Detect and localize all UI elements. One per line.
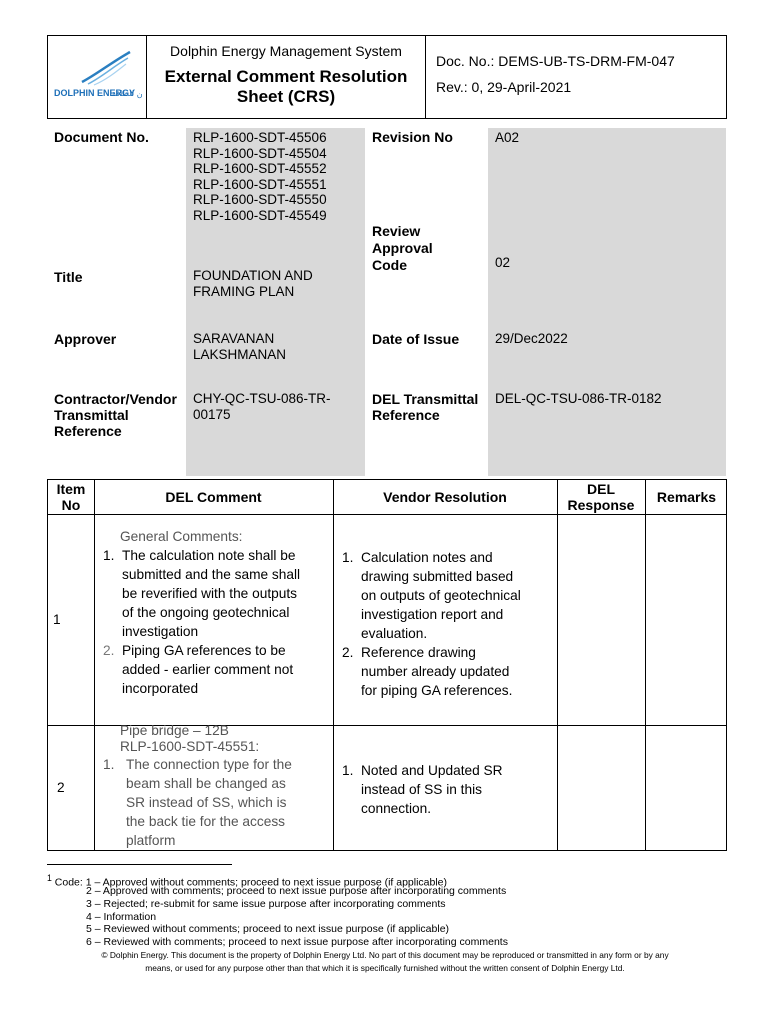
title-value: FOUNDATION AND FRAMING PLAN xyxy=(193,268,313,299)
approver-label: Approver xyxy=(54,331,117,347)
list-item: 1. The connection type for the beam shall be changed as SR instead of SS, which is the back tie for the access platform xyxy=(103,757,292,848)
row1-vendor-resolution xyxy=(339,548,555,700)
list-item: 2. Reference drawing number already updated for piping GA references. xyxy=(342,645,513,698)
comment-resolution-table xyxy=(47,479,727,851)
row2-vendor-resolution xyxy=(339,761,555,818)
document-no-label: Document No. xyxy=(54,129,149,145)
title-label: Title xyxy=(54,269,83,285)
header-item-no: Item No xyxy=(56,481,86,513)
list-item: 2. Piping GA references to be added - earlier comment not incorporated xyxy=(103,643,294,696)
row2-del-comment: Pipe bridge – 12B RLP-1600-SDT-45551: 1. The connection type for the beam shall be changed as SR instead of SS, which is the back tie for the access platform xyxy=(100,723,332,850)
doc-number: Doc. No.: DEMS-UB-TS-DRM-FM-047 xyxy=(436,53,675,69)
footnote-separator xyxy=(47,864,232,865)
management-system-name: Dolphin Energy Management System xyxy=(170,43,402,59)
contractor-transmittal-value: CHY-QC-TSU-086-TR- 00175 xyxy=(193,391,331,422)
header-divider xyxy=(146,36,147,118)
copyright-notice: © Dolphin Energy. This document is the property of Dolphin Energy Ltd. No part of this document may be reproduced or transmitted in any form or by any means, or used for any purpose other than that which it is specifically furnished without the written consent of Dolphin Energy Ltd. xyxy=(101,950,669,973)
list-item: 1. Calculation notes and drawing submitted based on outputs of geotechnical investigation report and evaluation. xyxy=(342,550,521,641)
header-del-comment: DEL Comment xyxy=(165,489,262,505)
date-of-issue-label: Date of Issue xyxy=(372,331,460,347)
sheet-title: External Comment Resolution Sheet (CRS) xyxy=(164,67,408,106)
revision-no-value: A02 xyxy=(495,130,520,145)
footnote-codes: 2 – Approved with comments; proceed to next issue purpose after incorporating comments 3 – Rejected; re-submit for same issue purpose after incorporating comments 4 – Information 5 – Reviewed without comments; proceed to next issue purpose (if applicable) 6 – Reviewed with comments; proceed to next issue purpose after incorporating comments xyxy=(86,885,508,949)
list-item: 1. Noted and Updated SR instead of SS in this connection. xyxy=(342,763,503,816)
approver-value: SARAVANAN LAKSHMANAN xyxy=(193,331,287,362)
document-header xyxy=(47,35,727,119)
dolphin-energy-logo xyxy=(52,44,142,112)
list-item: 1. The calculation note shall be submitted and the same shall be reverified with the outputs of the ongoing geotechnical investigation xyxy=(103,548,301,639)
review-code-label: Review Approval Code xyxy=(372,223,433,273)
row1-del-comment: General Comments: 1. The calculation note shall be submitted and the same shall be reverified with the outputs of the ongoing geotechnical investigation 2. Piping GA references to be added - earlier comment not incorporated xyxy=(100,527,332,698)
header-remarks: Remarks xyxy=(656,489,717,505)
header-divider xyxy=(425,36,426,118)
logo-text: DOLPHIN ENERGY xyxy=(54,88,136,98)
revision-info: Rev.: 0, 29-April-2021 xyxy=(436,79,572,95)
contractor-transmittal-label: Contractor/Vendor Transmittal Reference xyxy=(54,391,177,439)
row1-item-no: 1 xyxy=(53,612,61,627)
document-numbers: RLP-1600-SDT-45506 RLP-1600-SDT-45504 RLP-1600-SDT-45552 RLP-1600-SDT-45551 RLP-1600-SDT-45550 RLP-1600-SDT-45549 xyxy=(193,130,327,223)
header-del-response: DEL Response xyxy=(567,481,635,513)
info-value-column xyxy=(488,128,726,476)
revision-no-label: Revision No xyxy=(372,129,453,145)
row2-item-no: 2 xyxy=(57,780,65,795)
logo-arabic-text: ن للطاقة xyxy=(112,89,142,98)
date-of-issue-value: 29/Dec2022 xyxy=(495,331,568,346)
del-transmittal-value: DEL-QC-TSU-086-TR-0182 xyxy=(495,391,662,406)
footnote-code-line: $^1$ Code: 1 – Approved without comments; proceed to next issue purpose (if applicable) xyxy=(47,873,448,889)
header-vendor-resolution: Vendor Resolution xyxy=(383,489,507,505)
review-code-value: 02 xyxy=(495,255,511,270)
del-transmittal-label: DEL Transmittal Reference xyxy=(372,391,479,423)
